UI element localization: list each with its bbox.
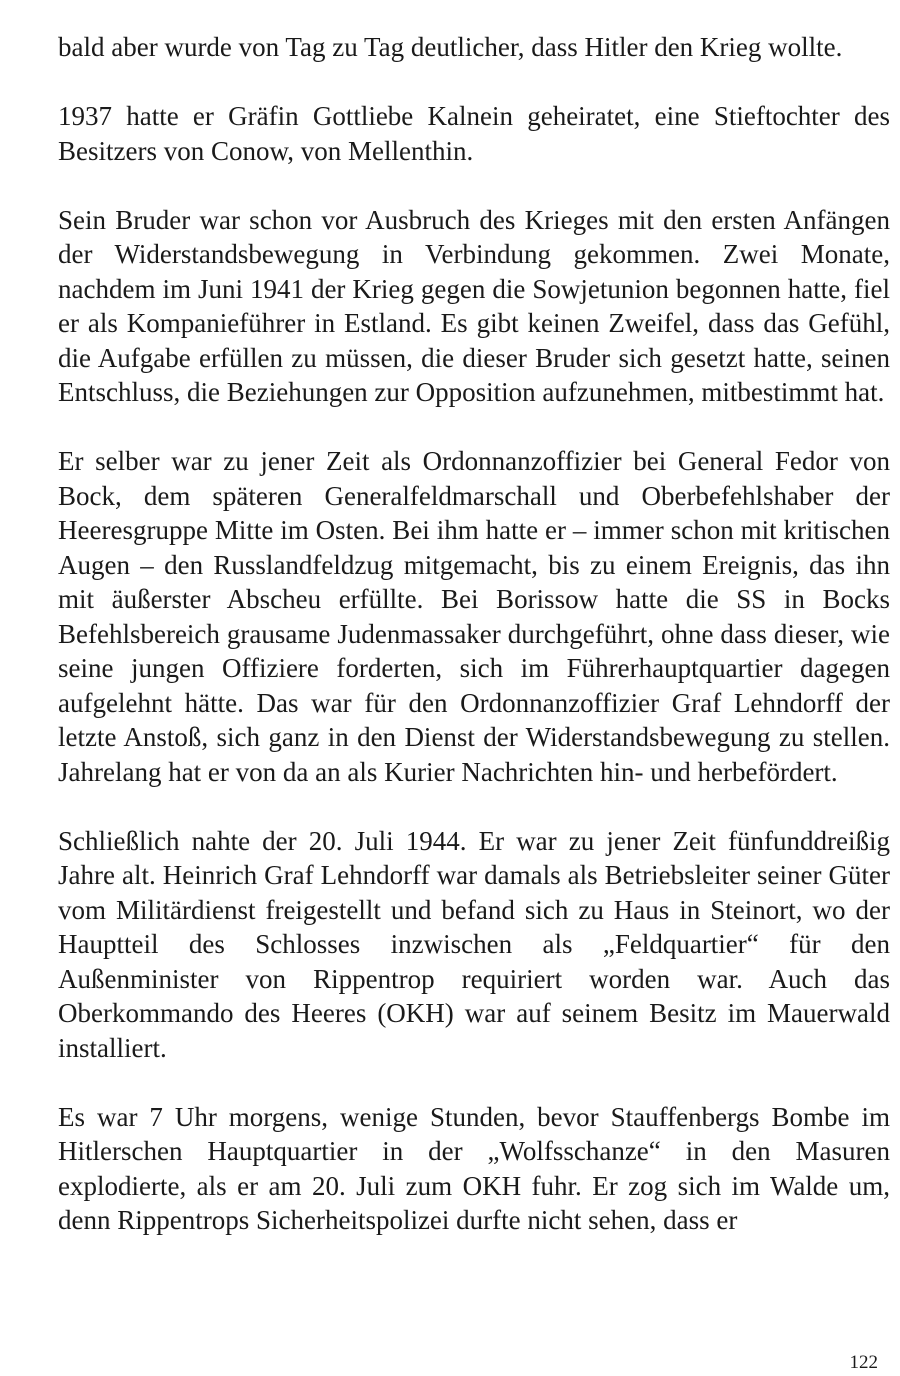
- paragraph: Es war 7 Uhr morgens, wenige Stunden, bevor Stauffenbergs Bombe im Hitlerschen Hauptquartier in der „Wolfsschanze“ in den Masuren explodierte, als er am 20. Juli zum OKH fuhr. Er zog sich im Walde um, denn Rippentrops Sicherheitspolizei durfte nicht sehen, dass er: [58, 1101, 890, 1235]
- paragraph: Schließlich nahte der 20. Juli 1944. Er war zu jener Zeit fünfunddreißig Jahre alt. Heinrich Graf Lehndorff war damals als Betriebsleiter seiner Güter vom Militärdienst freigestellt und befand sich zu Haus in Steinort, wo der Hauptteil des Schlosses inzwischen als „Feldquartier“ für den Außenminister von Rippentrop requiriert worden war. Auch das Oberkommando des Heeres (OKH) war auf seinem Besitz im Mauerwald installiert.: [58, 825, 890, 1063]
- paragraph: Er selber war zu jener Zeit als Ordonnanzoffizier bei General Fedor von Bock, dem späteren Generalfeldmarschall und Oberbefehlshaber der Heeresgruppe Mitte im Osten. Bei ihm hatte er – immer schon mit kritischen Augen – den Russlandfeldzug mitgemacht, bis zu einem Ereignis, das ihn mit äußerster Abscheu erfüllte. Bei Borissow hatte die SS in Bocks Befehlsbereich grausame Judenmassaker durchgeführt, ohne dass dieser, wie seine jungen Offiziere forderten, sich im Führerhauptquartier dagegen aufgelehnt hätte. Das war für den Ordonnanzoffizier Graf Lehndorff der letzte Anstoß, sich ganz in den Dienst der Widerstandsbewegung zu stellen. Jahrelang hat er von da an als Kurier Nachrichten hin- und herbefördert.: [58, 446, 890, 787]
- paragraph: bald aber wurde von Tag zu Tag deutlicher, dass Hitler den Krieg wollte.: [58, 32, 843, 62]
- page-body: [58, 30, 890, 1238]
- page-number: 122: [849, 1352, 878, 1373]
- paragraph: 1937 hatte er Gräfin Gottliebe Kalnein geheiratet, eine Stieftochter des Besitzers von Conow, von Mellenthin.: [58, 101, 890, 166]
- paragraph: Sein Bruder war schon vor Ausbruch des Krieges mit den ersten Anfängen der Widerstandsbewegung in Verbindung gekommen. Zwei Monate, nachdem im Juni 1941 der Krieg gegen die Sowjetunion begonnen hatte, fiel er als Kompanieführer in Estland. Es gibt keinen Zweifel, dass das Gefühl, die Aufgabe erfüllen zu müssen, die dieser Bruder sich gesetzt hatte, seinen Entschluss, die Beziehungen zur Opposition aufzunehmen, mitbestimmt hat.: [58, 204, 890, 407]
